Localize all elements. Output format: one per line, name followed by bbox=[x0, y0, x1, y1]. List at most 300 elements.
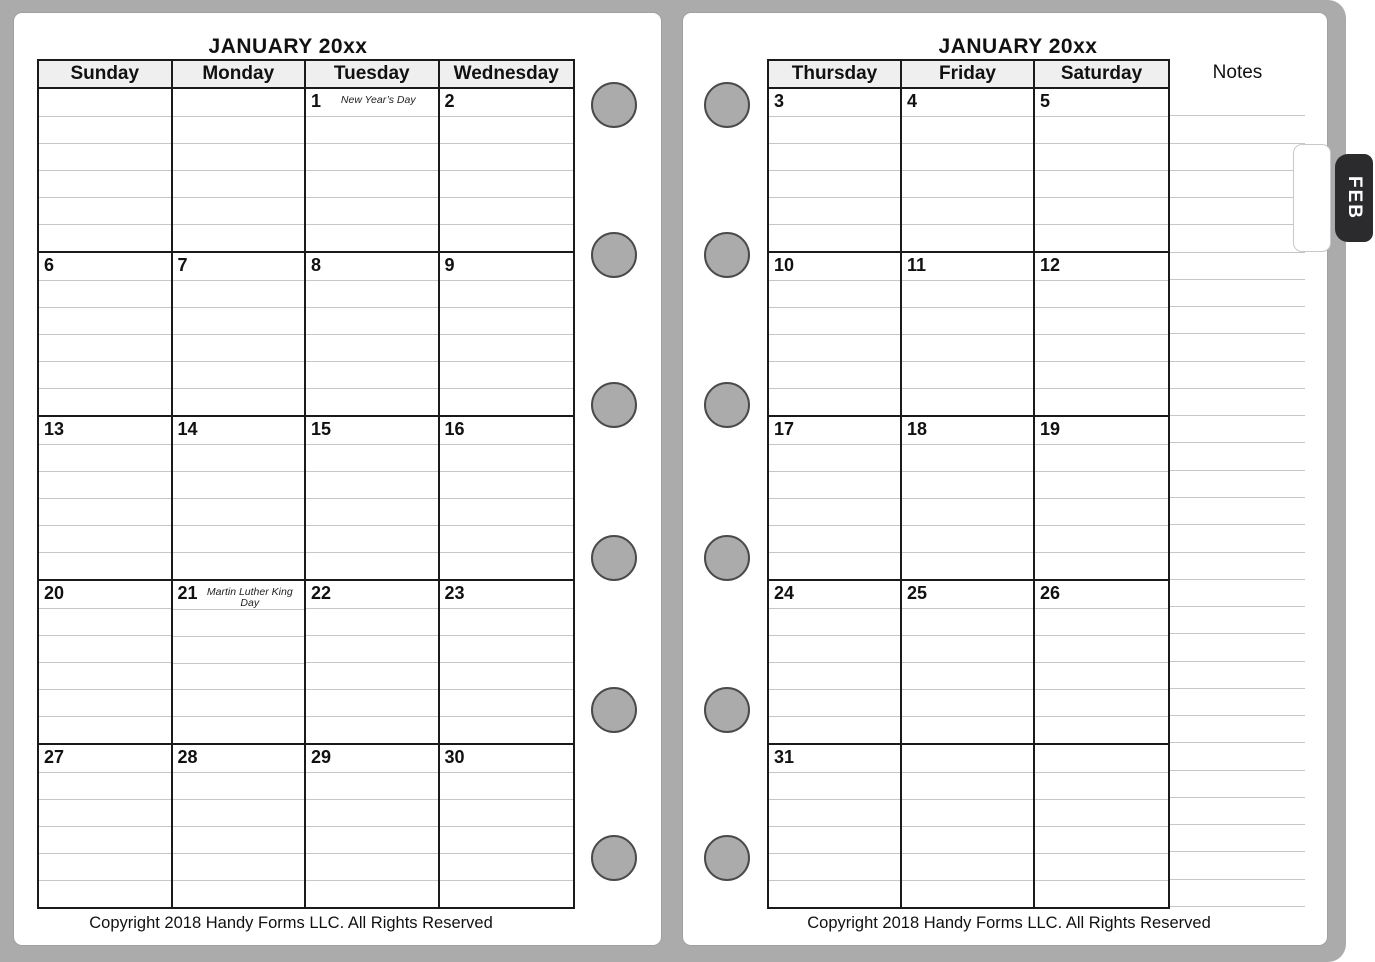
ruled-line bbox=[769, 224, 900, 251]
day-cell bbox=[39, 89, 173, 251]
notes-ruled-area bbox=[1170, 89, 1305, 907]
ruled-line bbox=[306, 799, 438, 826]
day-cell bbox=[902, 253, 1035, 415]
day-cell bbox=[902, 89, 1035, 251]
ruled-line bbox=[306, 361, 438, 388]
binder-hole bbox=[704, 82, 750, 128]
ruled-line bbox=[306, 197, 438, 224]
ruled-line bbox=[1035, 525, 1168, 552]
date-number: 6 bbox=[44, 255, 55, 275]
ruled-line bbox=[173, 307, 305, 334]
ruled-line bbox=[902, 716, 1033, 743]
day-cell bbox=[769, 581, 902, 743]
date-number: 17 bbox=[774, 419, 795, 439]
ruled-line bbox=[173, 197, 305, 224]
ruled-line bbox=[1035, 772, 1168, 799]
ruled-line bbox=[902, 334, 1033, 361]
notes-line bbox=[1170, 443, 1305, 470]
date-slot bbox=[306, 253, 438, 280]
notes-line bbox=[1170, 225, 1305, 252]
date-number: 13 bbox=[44, 419, 65, 439]
ruled-line bbox=[39, 498, 171, 525]
tab-feb[interactable] bbox=[1335, 154, 1373, 242]
ruled-line bbox=[306, 662, 438, 689]
ruled-line bbox=[769, 853, 900, 880]
ruled-line bbox=[769, 197, 900, 224]
day-header-tuesday: Tuesday bbox=[306, 61, 440, 87]
ruled-line bbox=[173, 116, 305, 143]
ruled-line bbox=[440, 116, 574, 143]
ruled-line bbox=[440, 498, 574, 525]
day-cell bbox=[173, 89, 307, 251]
ruled-line bbox=[902, 525, 1033, 552]
ruled-line bbox=[440, 361, 574, 388]
week-row bbox=[769, 415, 1168, 579]
date-slot bbox=[173, 89, 305, 116]
week-row bbox=[769, 89, 1168, 251]
date-number: 22 bbox=[311, 583, 332, 603]
ruled-line bbox=[769, 444, 900, 471]
ruled-line bbox=[1035, 361, 1168, 388]
ruled-line bbox=[39, 143, 171, 170]
date-slot bbox=[769, 581, 900, 608]
month-tab-base bbox=[1293, 144, 1331, 252]
ruled-line bbox=[173, 280, 305, 307]
ruled-line bbox=[173, 498, 305, 525]
ruled-line bbox=[1035, 471, 1168, 498]
ruled-line bbox=[173, 853, 305, 880]
date-slot bbox=[1035, 581, 1168, 608]
date-number: 1 bbox=[311, 91, 322, 111]
ruled-line bbox=[306, 552, 438, 579]
binder-hole bbox=[704, 232, 750, 278]
ruled-line bbox=[39, 772, 171, 799]
ruled-line bbox=[769, 143, 900, 170]
ruled-line bbox=[39, 444, 171, 471]
day-cell bbox=[39, 253, 173, 415]
ruled-line bbox=[39, 388, 171, 415]
date-slot bbox=[1035, 253, 1168, 280]
ruled-line bbox=[39, 826, 171, 853]
binder-hole bbox=[704, 382, 750, 428]
date-slot bbox=[769, 417, 900, 444]
day-header-wednesday: Wednesday bbox=[440, 61, 574, 87]
date-slot bbox=[769, 745, 900, 772]
ruled-line bbox=[306, 224, 438, 251]
day-header-thursday: Thursday bbox=[769, 61, 902, 87]
ruled-line bbox=[440, 662, 574, 689]
week-row bbox=[769, 579, 1168, 743]
binder-hole bbox=[591, 82, 637, 128]
ruled-line bbox=[1035, 444, 1168, 471]
ruled-line bbox=[1035, 334, 1168, 361]
ruled-line bbox=[440, 197, 574, 224]
ruled-line bbox=[769, 471, 900, 498]
date-slot bbox=[440, 745, 574, 772]
date-slot bbox=[902, 417, 1033, 444]
date-number: 9 bbox=[444, 255, 455, 275]
date-slot bbox=[902, 89, 1033, 116]
ruled-line bbox=[1035, 307, 1168, 334]
date-slot bbox=[440, 581, 574, 608]
ruled-line bbox=[306, 471, 438, 498]
day-cell bbox=[769, 417, 902, 579]
notes-line bbox=[1170, 525, 1305, 552]
day-header-saturday: Saturday bbox=[1035, 61, 1168, 87]
day-header-monday: Monday bbox=[173, 61, 307, 87]
ruled-line bbox=[1035, 116, 1168, 143]
ruled-line bbox=[173, 799, 305, 826]
day-cell bbox=[440, 89, 574, 251]
ruled-line bbox=[39, 635, 171, 662]
ruled-line bbox=[306, 608, 438, 635]
day-cell bbox=[1035, 745, 1168, 907]
ruled-line bbox=[39, 689, 171, 716]
ruled-line bbox=[769, 388, 900, 415]
notes-line bbox=[1170, 362, 1305, 389]
day-cell bbox=[173, 253, 307, 415]
ruled-line bbox=[902, 361, 1033, 388]
left-calendar-table bbox=[37, 59, 575, 909]
day-cell bbox=[306, 253, 440, 415]
notes-line bbox=[1170, 144, 1305, 171]
date-slot bbox=[769, 253, 900, 280]
date-slot bbox=[440, 253, 574, 280]
ruled-line bbox=[39, 880, 171, 907]
ruled-line bbox=[440, 880, 574, 907]
ruled-line bbox=[769, 608, 900, 635]
date-number: 10 bbox=[774, 255, 795, 275]
ruled-line bbox=[769, 334, 900, 361]
day-cell bbox=[769, 89, 902, 251]
day-cell bbox=[1035, 253, 1168, 415]
date-number: 24 bbox=[774, 583, 795, 603]
date-slot bbox=[173, 581, 305, 609]
date-slot bbox=[173, 253, 305, 280]
ruled-line bbox=[306, 307, 438, 334]
day-cell bbox=[902, 745, 1035, 907]
day-cell bbox=[173, 581, 307, 743]
ruled-line bbox=[39, 280, 171, 307]
notes-line bbox=[1170, 662, 1305, 689]
right-page-title: JANUARY 20xx bbox=[938, 35, 1098, 58]
notes-line bbox=[1170, 253, 1305, 280]
day-cell bbox=[440, 417, 574, 579]
ruled-line bbox=[39, 170, 171, 197]
date-slot bbox=[769, 89, 900, 116]
ruled-line bbox=[173, 224, 305, 251]
ruled-line bbox=[173, 361, 305, 388]
ruled-line bbox=[440, 280, 574, 307]
ruled-line bbox=[173, 826, 305, 853]
notes-line bbox=[1170, 716, 1305, 743]
notes-line bbox=[1170, 553, 1305, 580]
date-number: 18 bbox=[907, 419, 928, 439]
binder-hole bbox=[591, 535, 637, 581]
ruled-line bbox=[306, 334, 438, 361]
ruled-line bbox=[173, 880, 305, 907]
notes-line bbox=[1170, 389, 1305, 416]
ruled-line bbox=[769, 716, 900, 743]
day-cell bbox=[440, 253, 574, 415]
ruled-line bbox=[440, 170, 574, 197]
ruled-line bbox=[902, 799, 1033, 826]
ruled-line bbox=[306, 853, 438, 880]
ruled-line bbox=[440, 307, 574, 334]
ruled-line bbox=[1035, 880, 1168, 907]
notes-line bbox=[1170, 116, 1305, 143]
ruled-line bbox=[173, 772, 305, 799]
ruled-line bbox=[440, 525, 574, 552]
ruled-line bbox=[1035, 635, 1168, 662]
ruled-line bbox=[306, 388, 438, 415]
notes-line bbox=[1170, 689, 1305, 716]
ruled-line bbox=[173, 143, 305, 170]
ruled-line bbox=[1035, 280, 1168, 307]
date-number: 14 bbox=[177, 419, 198, 439]
ruled-line bbox=[440, 826, 574, 853]
ruled-line bbox=[173, 471, 305, 498]
ruled-line bbox=[440, 224, 574, 251]
ruled-line bbox=[1035, 552, 1168, 579]
date-number: 8 bbox=[311, 255, 322, 275]
right-calendar-table bbox=[767, 59, 1170, 909]
day-cell bbox=[769, 253, 902, 415]
ruled-line bbox=[1035, 143, 1168, 170]
ruled-line bbox=[39, 197, 171, 224]
ruled-line bbox=[902, 662, 1033, 689]
ruled-line bbox=[769, 498, 900, 525]
notes-line bbox=[1170, 471, 1305, 498]
ruled-line bbox=[39, 608, 171, 635]
ruled-line bbox=[173, 170, 305, 197]
ruled-line bbox=[1035, 197, 1168, 224]
day-cell bbox=[39, 745, 173, 907]
day-cell bbox=[440, 745, 574, 907]
date-slot bbox=[39, 581, 171, 608]
date-number: 27 bbox=[44, 747, 65, 767]
ruled-line bbox=[902, 444, 1033, 471]
week-row bbox=[39, 251, 573, 415]
notes-line bbox=[1170, 634, 1305, 661]
notes-line bbox=[1170, 416, 1305, 443]
binder-hole bbox=[704, 835, 750, 881]
binder-hole bbox=[591, 382, 637, 428]
date-number: 4 bbox=[907, 91, 918, 111]
date-slot bbox=[306, 745, 438, 772]
notes-line bbox=[1170, 771, 1305, 798]
ruled-line bbox=[440, 334, 574, 361]
date-number: 21 bbox=[177, 583, 198, 603]
notes-line bbox=[1170, 89, 1305, 116]
date-slot bbox=[39, 89, 171, 116]
ruled-line bbox=[769, 662, 900, 689]
date-slot bbox=[173, 745, 305, 772]
day-header-friday: Friday bbox=[902, 61, 1035, 87]
notes-line bbox=[1170, 743, 1305, 770]
date-number: 7 bbox=[177, 255, 188, 275]
ruled-line bbox=[306, 635, 438, 662]
binder-hole bbox=[591, 232, 637, 278]
tab-feb-label: FEB bbox=[1344, 176, 1365, 220]
ruled-line bbox=[769, 772, 900, 799]
ruled-line bbox=[39, 224, 171, 251]
week-row bbox=[769, 743, 1168, 907]
day-cell bbox=[306, 745, 440, 907]
notes-column-label: Notes bbox=[1212, 62, 1263, 83]
day-cell bbox=[306, 89, 440, 251]
right-copyright-text: Copyright 2018 Handy Forms LLC. All Rights Reserved bbox=[807, 914, 1211, 932]
ruled-line bbox=[440, 853, 574, 880]
week-row bbox=[769, 251, 1168, 415]
ruled-line bbox=[173, 444, 305, 471]
binder-hole bbox=[704, 535, 750, 581]
ruled-line bbox=[39, 552, 171, 579]
ruled-line bbox=[902, 689, 1033, 716]
date-number: 30 bbox=[444, 747, 465, 767]
ruled-line bbox=[902, 498, 1033, 525]
ruled-line bbox=[1035, 662, 1168, 689]
ruled-line bbox=[39, 471, 171, 498]
date-number: 26 bbox=[1040, 583, 1061, 603]
ruled-line bbox=[440, 444, 574, 471]
ruled-line bbox=[769, 689, 900, 716]
ruled-line bbox=[769, 635, 900, 662]
ruled-line bbox=[1035, 498, 1168, 525]
ruled-line bbox=[902, 307, 1033, 334]
ruled-line bbox=[39, 799, 171, 826]
day-cell bbox=[173, 417, 307, 579]
day-cell bbox=[39, 417, 173, 579]
ruled-line bbox=[173, 388, 305, 415]
ruled-line bbox=[440, 772, 574, 799]
notes-line bbox=[1170, 852, 1305, 879]
ruled-line bbox=[306, 280, 438, 307]
ruled-line bbox=[902, 280, 1033, 307]
ruled-line bbox=[769, 170, 900, 197]
ruled-line bbox=[440, 799, 574, 826]
date-number: 28 bbox=[177, 747, 198, 767]
ruled-line bbox=[39, 361, 171, 388]
ruled-line bbox=[39, 525, 171, 552]
date-number: 16 bbox=[444, 419, 465, 439]
notes-line bbox=[1170, 198, 1305, 225]
ruled-line bbox=[306, 525, 438, 552]
left-page bbox=[14, 13, 661, 945]
ruled-line bbox=[902, 880, 1033, 907]
ruled-line bbox=[173, 552, 305, 579]
ruled-line bbox=[1035, 716, 1168, 743]
ruled-line bbox=[769, 799, 900, 826]
date-slot bbox=[902, 745, 1033, 772]
date-number: 2 bbox=[444, 91, 455, 111]
date-number: 3 bbox=[774, 91, 785, 111]
ruled-line bbox=[902, 772, 1033, 799]
holiday-label: Martin Luther King Day bbox=[206, 586, 293, 609]
ruled-line bbox=[39, 716, 171, 743]
ruled-line bbox=[306, 689, 438, 716]
ruled-line bbox=[440, 552, 574, 579]
date-slot bbox=[1035, 745, 1168, 772]
binder-hole bbox=[591, 835, 637, 881]
day-cell bbox=[173, 745, 307, 907]
notes-line bbox=[1170, 334, 1305, 361]
ruled-line bbox=[306, 116, 438, 143]
ruled-line bbox=[769, 525, 900, 552]
date-number: 5 bbox=[1040, 91, 1051, 111]
week-row bbox=[39, 415, 573, 579]
ruled-line bbox=[902, 635, 1033, 662]
date-slot bbox=[39, 417, 171, 444]
ruled-line bbox=[769, 880, 900, 907]
ruled-line bbox=[440, 388, 574, 415]
date-number: 19 bbox=[1040, 419, 1061, 439]
day-cell bbox=[306, 581, 440, 743]
ruled-line bbox=[173, 525, 305, 552]
ruled-line bbox=[306, 143, 438, 170]
ruled-line bbox=[173, 716, 305, 743]
ruled-line bbox=[902, 224, 1033, 251]
notes-line bbox=[1170, 607, 1305, 634]
date-slot bbox=[39, 745, 171, 772]
day-cell bbox=[440, 581, 574, 743]
day-cell bbox=[1035, 417, 1168, 579]
left-page-title: JANUARY 20xx bbox=[208, 35, 368, 58]
date-slot bbox=[39, 253, 171, 280]
ruled-line bbox=[902, 853, 1033, 880]
ruled-line bbox=[1035, 608, 1168, 635]
ruled-line bbox=[902, 170, 1033, 197]
date-slot bbox=[440, 89, 574, 116]
ruled-line bbox=[173, 334, 305, 361]
ruled-line bbox=[39, 853, 171, 880]
date-number: 11 bbox=[907, 255, 927, 275]
ruled-line bbox=[173, 636, 305, 663]
date-number: 25 bbox=[907, 583, 928, 603]
date-slot bbox=[1035, 89, 1168, 116]
ruled-line bbox=[440, 471, 574, 498]
left-copyright-text: Copyright 2018 Handy Forms LLC. All Rights Reserved bbox=[89, 914, 493, 932]
notes-line bbox=[1170, 825, 1305, 852]
date-slot bbox=[902, 581, 1033, 608]
ruled-line bbox=[173, 609, 305, 636]
date-number: 12 bbox=[1040, 255, 1061, 275]
ruled-line bbox=[1035, 170, 1168, 197]
ruled-line bbox=[173, 689, 305, 716]
day-cell bbox=[902, 417, 1035, 579]
day-cell bbox=[1035, 581, 1168, 743]
ruled-line bbox=[769, 361, 900, 388]
ruled-line bbox=[902, 608, 1033, 635]
date-slot bbox=[440, 417, 574, 444]
ruled-line bbox=[306, 444, 438, 471]
ruled-line bbox=[1035, 689, 1168, 716]
ruled-line bbox=[902, 388, 1033, 415]
ruled-line bbox=[39, 307, 171, 334]
ruled-line bbox=[902, 826, 1033, 853]
date-number: 23 bbox=[444, 583, 465, 603]
ruled-line bbox=[173, 663, 305, 690]
ruled-line bbox=[902, 143, 1033, 170]
day-cell bbox=[306, 417, 440, 579]
day-cell bbox=[769, 745, 902, 907]
week-row bbox=[39, 743, 573, 907]
ruled-line bbox=[306, 880, 438, 907]
ruled-line bbox=[440, 608, 574, 635]
notes-line bbox=[1170, 580, 1305, 607]
ruled-line bbox=[769, 552, 900, 579]
date-number: 15 bbox=[311, 419, 332, 439]
